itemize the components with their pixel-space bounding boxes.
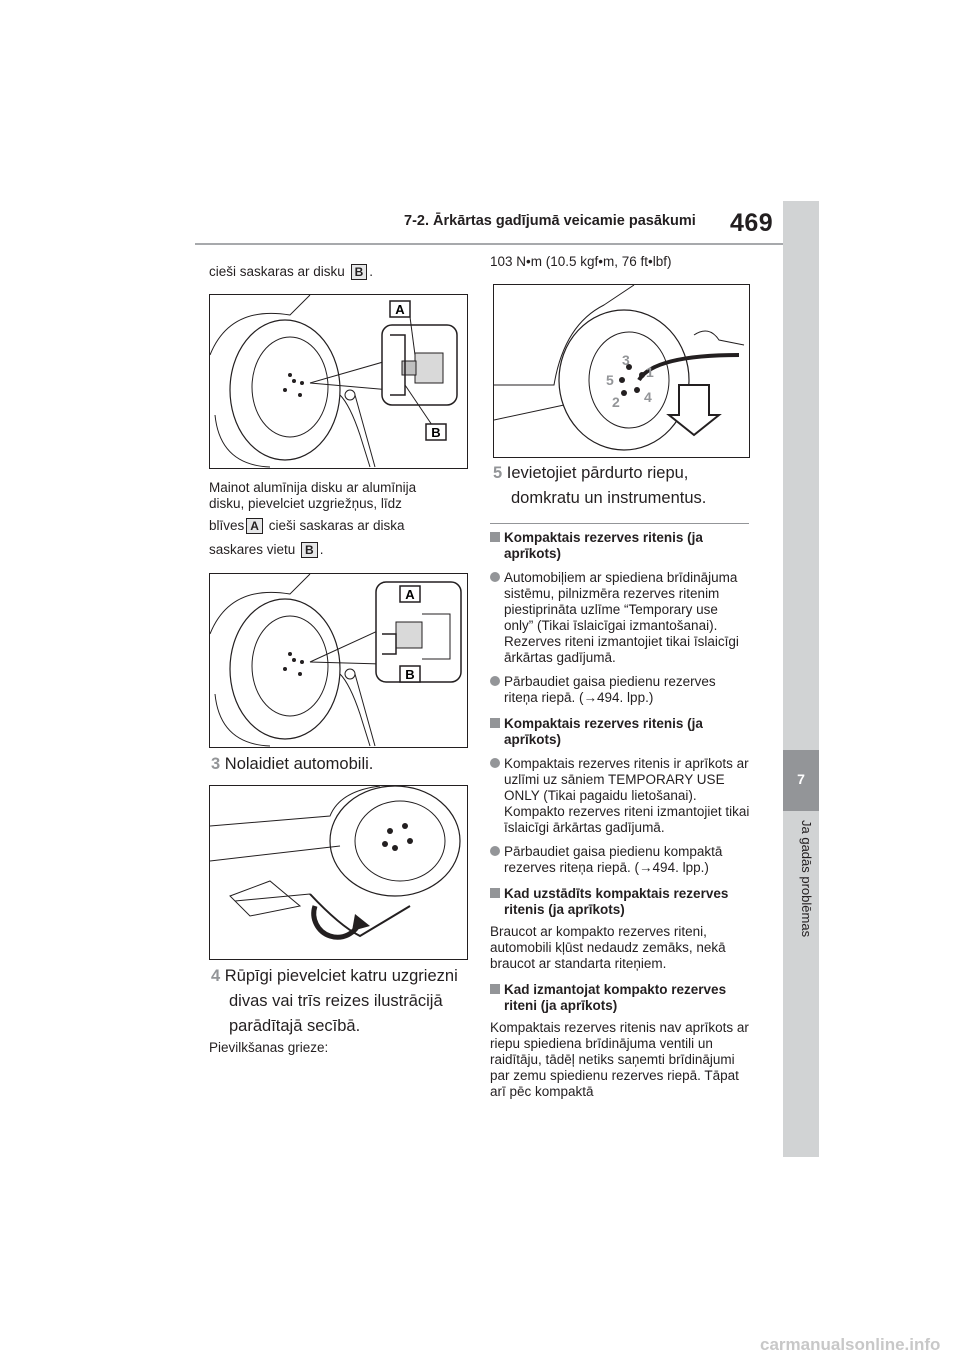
figure-4-illustration (494, 285, 749, 457)
torque-value: 103 N•m (10.5 kgf•m, 76 ft•lbf) (490, 254, 672, 269)
intro-text-end: . (369, 264, 373, 279)
chapter-number: 7 (797, 771, 805, 787)
figure-2-illustration (210, 574, 467, 747)
figure-1-illustration (210, 295, 467, 468)
intro-line (209, 264, 373, 280)
step-4-line3: parādītajā secībā. (229, 1017, 361, 1035)
step-3 (211, 752, 373, 777)
bullet-1-2 (490, 674, 750, 706)
step-5-number: 5 (493, 464, 503, 482)
square-bullet-icon (490, 718, 500, 728)
seq-2: 2 (612, 394, 620, 410)
figure-3-illustration (210, 786, 467, 959)
step-4-line2: divas vai trīs reizes ilustrācijā (229, 992, 443, 1010)
figure-lower-vehicle (209, 785, 468, 960)
section-heading-2 (490, 716, 750, 748)
alloy-note-line2: disku, pievelciet uzgriežņus, līdz (209, 496, 402, 511)
bullet-1-2-text: Pārbaudiet gaisa piedienu rezerves riteņa riepā. (→494. lpp.) (504, 674, 716, 705)
bullet-2-2 (490, 844, 750, 876)
step-4-line1: Rūpīgi pievelciet katru uzgriezni (224, 967, 458, 985)
bullet-1-1-text: Automobiļiem ar spiediena brīdinājuma sistēmu, pilnizmēra rezerves ritenim piestiprināta uzlīme “Temporary use only” (Tikai īslaicīgai izmantošanai). Rezerves riteni izmantojiet tikai īslaicīgi ārkārtas gadījumā. (504, 570, 739, 665)
step-5 (493, 461, 706, 511)
chapter-side-strip (783, 201, 819, 1157)
intro-text: cieši saskaras ar disku (209, 264, 349, 279)
bullet-1-1 (490, 570, 750, 666)
alloy-note-line4-post: . (319, 542, 324, 557)
section-heading-3-text: Kad uzstādīts kompaktais rezerves ritenis (ja aprīkots) (504, 886, 729, 917)
section-heading-4-text: Kad izmantojat kompakto rezerves riteni (ja aprīkots) (504, 982, 727, 1013)
seq-5: 5 (606, 372, 614, 388)
bullet-2-2-text: Pārbaudiet gaisa piedienu kompaktā rezerves riteņa riepā. (→494. lpp.) (504, 844, 723, 875)
figure-lug-nut-closeup-1 (209, 294, 468, 469)
bullet-2-1-text: Kompaktais rezerves ritenis ir aprīkots ar uzlīmi uz sāniem TEMPORARY USE ONLY (Tikai pagaidu lietošanai). Kompakto rezerves riteni izmantojiet tikai īslaicīgi ārkārtas gadījumā. (504, 756, 750, 835)
section-divider (490, 523, 749, 524)
round-bullet-icon (490, 572, 500, 582)
section-heading-1 (490, 530, 750, 562)
step-4-number: 4 (211, 967, 221, 985)
torque-label: Pievilkšanas grieze: (209, 1040, 329, 1055)
right-sections (490, 530, 750, 1100)
step-4 (211, 964, 481, 1039)
step-3-number: 3 (211, 755, 221, 773)
seq-3: 3 (622, 352, 630, 368)
figure-lug-nut-closeup-2 (209, 573, 468, 748)
section-heading-2-text: Kompaktais rezerves ritenis (ja aprīkots) (504, 716, 703, 747)
alloy-note-line4-pre: saskares vietu (209, 542, 300, 557)
step-3-text: Nolaidiet automobili. (224, 755, 374, 773)
square-bullet-icon (490, 532, 500, 542)
fig2-label-a: A (405, 587, 415, 602)
step-5-line1: Ievietojiet pārdurto riepu, (506, 464, 689, 482)
figure-tightening-sequence (493, 284, 750, 458)
section-heading-1-text: Kompaktais rezerves ritenis (ja aprīkots) (504, 530, 703, 561)
alloy-note-line1: Mainot alumīnija disku ar alumīnija (209, 480, 417, 495)
section-heading-3 (490, 886, 750, 918)
chapter-label: Ja gadās problēmas (799, 820, 814, 938)
step-5-line2: domkratu un instrumentus. (511, 489, 707, 507)
square-bullet-icon (490, 888, 500, 898)
round-bullet-icon (490, 846, 500, 856)
round-bullet-icon (490, 676, 500, 686)
section-4-paragraph: Kompaktais rezerves ritenis nav aprīkots ar riepu spiediena brīdinājuma ventili un raidītāju, tādēļ netiks saņemti brīdinājumi par zemu spiedienu rezerves riepā. Tāpat arī pēc kompaktā (490, 1020, 749, 1099)
round-bullet-icon (490, 758, 500, 768)
section-3-paragraph: Braucot ar kompakto rezerves riteni, automobili kļūst nedaudz zemāks, nekā braucot ar standarta riteņiem. (490, 924, 726, 971)
seq-4: 4 (644, 389, 652, 405)
seq-1: 1 (646, 364, 654, 380)
section-heading-4 (490, 982, 750, 1014)
alloy-note-line3 (209, 518, 474, 534)
section-title: 7-2. Ārkārtas gadījumā veicamie pasākumi (404, 213, 696, 229)
label-a-inline: A (246, 518, 263, 534)
alloy-note-line3-pre: blīves (209, 518, 245, 533)
alloy-note-line4 (209, 542, 474, 558)
fig2-label-b: B (405, 667, 415, 682)
alloy-note-line3-post: cieši saskaras ar diska (264, 518, 405, 533)
fig1-label-b: B (431, 425, 441, 440)
watermark: carmanualsonline.info (760, 1335, 941, 1354)
header-divider (195, 243, 783, 245)
bullet-2-1 (490, 756, 750, 836)
alloy-wheel-note (209, 480, 474, 558)
label-b-inline-2: B (301, 542, 318, 558)
page-number: 469 (730, 209, 774, 237)
square-bullet-icon (490, 984, 500, 994)
fig1-label-a: A (395, 302, 405, 317)
label-b-inline: B (351, 264, 368, 280)
